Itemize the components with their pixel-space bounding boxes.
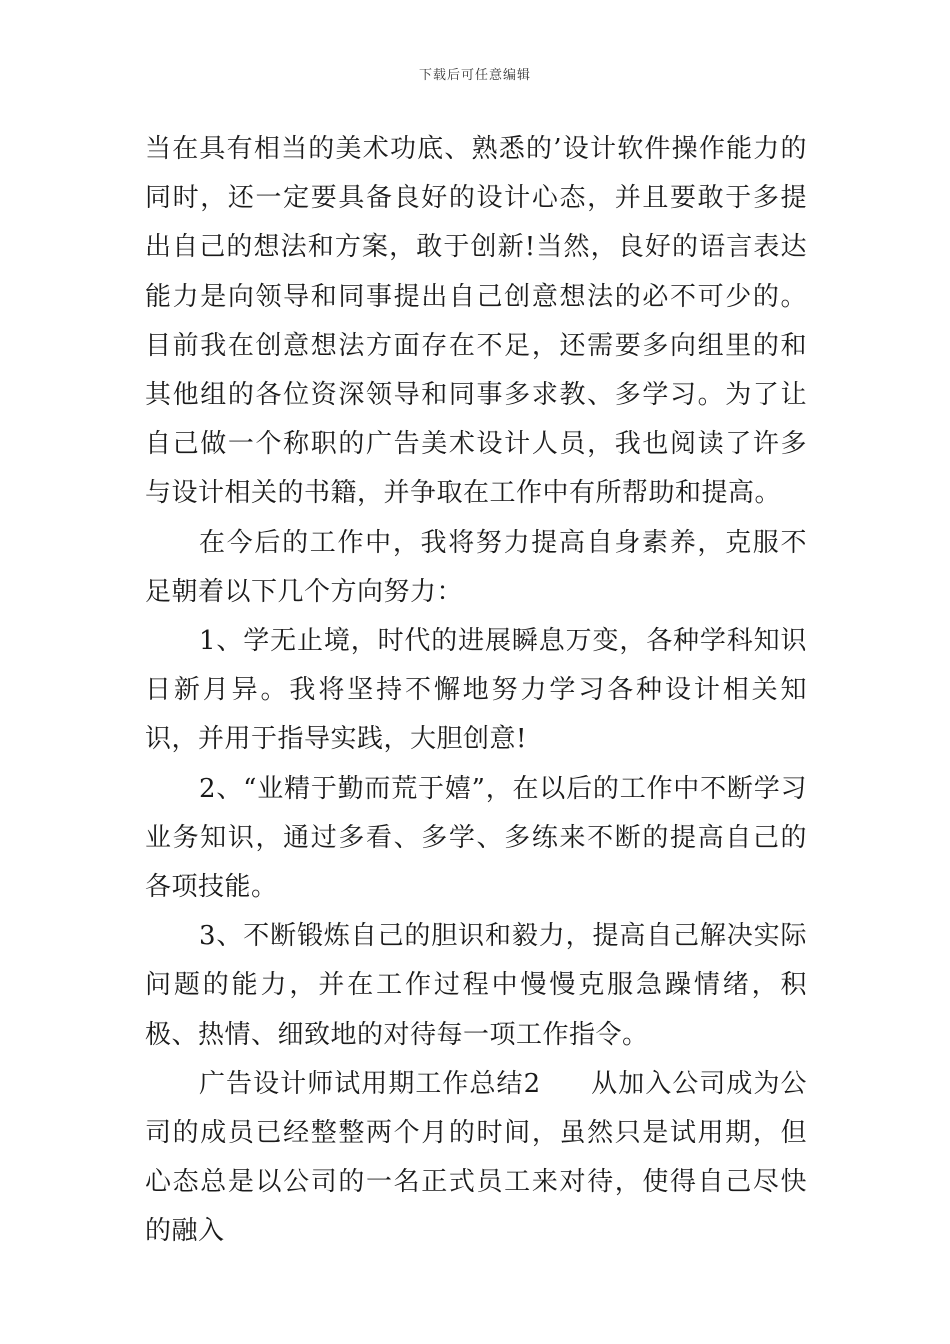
list-item-2: 2、“业精于勤而荒于嬉”，在以后的工作中不断学习业务知识，通过多看、多学、多练来不断的提高自己的各项技能。 (145, 773, 807, 903)
section-paragraph (145, 1060, 807, 1257)
document-body (145, 125, 807, 1257)
list-item-3: 3、不断锻炼自己的胆识和毅力，提高自己解决实际问题的能力，并在工作过程中慢慢克服急躁情绪，积极、热情、细致地的对待每一项工作指令。 (145, 921, 807, 1050)
paragraph-2: 在今后的工作中，我将努力提高自身素养，克服不足朝着以下几个方向努力： (145, 527, 807, 607)
page-header: 下载后可任意编辑 (418, 68, 531, 83)
section-body-text: 从加入公司成为公司的成员已经整整两个月的时间，虽然只是试用期，但心态总是以公司的一名正式员工来对待，使得自己尽快的融入 (145, 1068, 807, 1247)
section-title: 广告设计师试用期工作总结2 (199, 1068, 541, 1099)
paragraph-1: 当在具有相当的美术功底、熟悉的’设计软件操作能力的同时，还一定要具备良好的设计心态，并且要敢于多提出自己的想法和方案，敢于创新!当然，良好的语言表达能力是向领导和同事提出自己创意想法的必不可少的。目前我在创意想法方面存在不足，还需要多向组里的和其他组的各位资深领导和同事多求教、多学习。为了让自己做一个称职的广告美术设计人员，我也阅读了许多与设计相关的书籍，并争取在工作中有所帮助和提高。 (145, 134, 807, 509)
list-item-1: 1、学无止境，时代的进展瞬息万变，各种学科知识日新月异。我将坚持不懈地努力学习各种设计相关知识，并用于指导实践，大胆创意! (145, 626, 807, 755)
